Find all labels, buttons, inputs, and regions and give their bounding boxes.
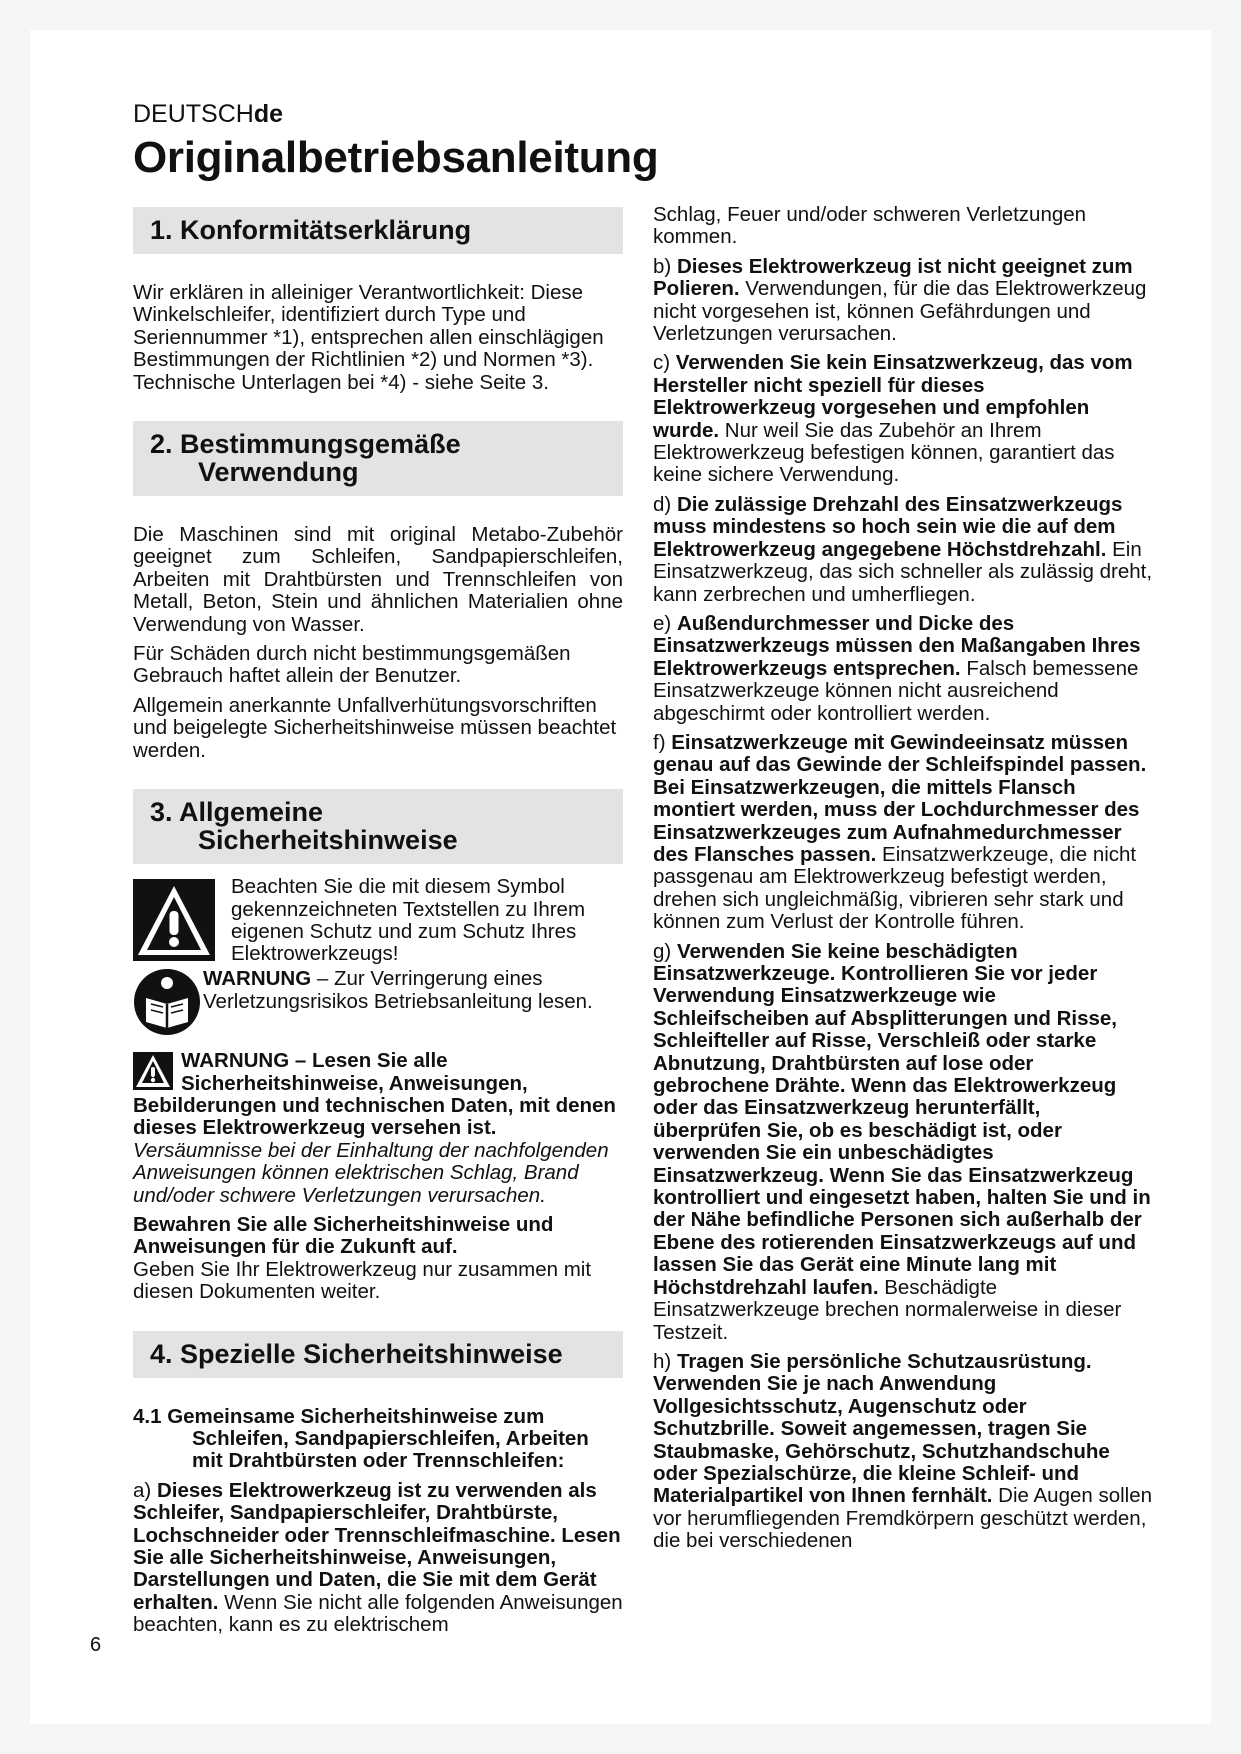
keep-instructions-text: Geben Sie Ihr Elektrowerkzeug nur zusammen mit diesen Dokumenten weiter. — [133, 1257, 592, 1304]
left-column — [133, 207, 623, 1644]
page-title: Originalbetriebsanleitung — [133, 133, 659, 182]
warning-triangle-icon — [133, 879, 215, 961]
subsection-4-1-heading: 4.1 Gemeinsame Sicherheitshinweise zum Schleifen, Sandpapierschleifen, Arbeiten mit Drahtbürsten oder Trennschleifen: — [133, 1404, 589, 1473]
section-3-heading: 3. Allgemeine Sicherheitshinweise — [133, 789, 623, 864]
language-label: DEUTSCHde — [133, 100, 284, 128]
item-f: f) Einsatzwerkzeuge mit Gewindeeinsatz müssen genau auf das Gewinde der Schleifspindel passen. Bei Einsatzwerkzeugen, die mittels Flansch montiert werden, muss der Lochdurchmesser des Einsatzwerkzeuges zum Aufnahmedurchmesser des Flansches passen. Einsatzwerkzeuge, die nicht passgenau am Elektrowerkzeug befestigt werden, drehen sich ungleichmäßig, vibrieren sehr stark und können zum Verlust der Kontrolle führen. — [653, 730, 1147, 934]
manual-warning-block — [133, 968, 623, 1040]
section-4-heading: 4. Spezielle Sicherheitshinweise — [133, 1331, 623, 1378]
section-2-paragraph: Für Schäden durch nicht bestimmungsgemäßen Gebrauch haftet allein der Benutzer. — [133, 642, 571, 688]
section-2-paragraph: Allgemein anerkannte Unfallverhütungsvorschriften und beigelegte Sicherheitshinweise müssen beachtet werden. — [133, 693, 617, 762]
manual-warning-text: WARNUNG – Zur Verringerung eines Verletzungsrisikos Betriebsanleitung lesen. — [203, 967, 593, 1013]
item-c: c) Verwenden Sie kein Einsatzwerkzeug, das vom Hersteller nicht speziell für dieses Elektrowerkzeug vorgesehen und empfohlen wurde. Nur weil Sie das Zubehör an Ihrem Elektrowerkzeug befestigen können, garantiert das keine sichere Verwendung. — [653, 351, 1133, 487]
item-a-continued: Schlag, Feuer und/oder schweren Verletzungen kommen. — [653, 203, 1087, 249]
general-warning-block — [133, 1050, 623, 1207]
read-manual-icon — [133, 968, 201, 1036]
item-g: g) Verwenden Sie keine beschädigten Einsatzwerkzeuge. Kontrollieren Sie vor jeder Verwendung Einsatzwerkzeuge wie Schleifscheiben auf Absplitterungen und Risse, Schleifteller auf Risse, Verschleiß oder starke Abnutzung, Drahtbürsten auf lose oder gebrochene Drähte. Wenn das Elektrowerkzeug oder das Einsatzwerkzeug herunterfällt, überprüfen Sie, ob es beschädigt ist, oder verwenden Sie ein unbeschädigtes Einsatzwerkzeug. Wenn Sie das Einsatzwerkzeug kontrolliert und eingesetzt haben, halten Sie und in der Nähe befindliche Personen sich außerhalb der Ebene des rotierenden Einsatzwerkzeugs auf und lassen Sie das Gerät eine Minute lang mit Höchstdrehzahl laufen. Beschädigte Einsatzwerkzeuge brechen normalerweise in dieser Testzeit. — [653, 939, 1151, 1344]
page-number: 6 — [90, 1634, 102, 1656]
symbol-note-block — [133, 876, 623, 964]
right-column — [653, 204, 1153, 1560]
item-a: a) Dieses Elektrowerkzeug ist zu verwenden als Schleifer, Sandpapierschleifer, Drahtbürste, Lochschneider oder Trennschleifmaschine. Lesen Sie alle Sicherheitshinweise, Anweisungen, Darstellungen und Daten, die Sie mit dem Gerät erhalten. Wenn Sie nicht alle folgenden Anweisungen beachten, kann es zu elektrischem — [133, 1478, 623, 1637]
section-1-body: Wir erklären in alleiniger Verantwortlichkeit: Diese Winkelschleifer, identifiziert durch Type und Seriennummer *1), entsprechen allen einschlägigen Bestimmungen der Richtlinien *2) und Normen *3). Technische Unterlagen bei *4) - siehe Seite 3. — [133, 281, 604, 394]
section-2-paragraph: Die Maschinen sind mit original Metabo-Zubehör geeignet zum Schleifen, Sandpapierschleifen, Arbeiten mit Drahtbürsten und Trennschleifen von Metall, Beton, Stein und ähnlichen Materialien ohne Verwendung von Wasser. — [133, 523, 623, 636]
warning-triangle-icon — [133, 1052, 173, 1090]
item-d: d) Die zulässige Drehzahl des Einsatzwerkzeugs muss mindestens so hoch sein wie die auf dem Elektrowerkzeug angegebene Höchstdrehzahl. Ein Einsatzwerkzeug, das sich schneller als zulässig dreht, kann zerbrechen und umherfliegen. — [653, 492, 1153, 606]
keep-instructions-bold: Bewahren Sie alle Sicherheitshinweise und Anweisungen für die Zukunft auf. — [133, 1212, 554, 1259]
general-warning-bold: WARNUNG – Lesen Sie alle Sicherheitshinweise, Anweisungen, Bebilderungen und technischen Daten, mit denen dieses Elektrowerkzeug versehen ist. — [133, 1049, 616, 1140]
section-1-heading: 1. Konformitätserklärung — [133, 207, 623, 254]
symbol-note-text: Beachten Sie die mit diesem Symbol gekennzeichneten Textstellen zu Ihrem eigenen Schutz und zum Schutz Ihres Elektrowerkzeugs! — [231, 875, 586, 966]
item-h: h) Tragen Sie persönliche Schutzausrüstung. Verwenden Sie je nach Anwendung Vollgesichtsschutz, Augenschutz oder Schutzbrille. Soweit angemessen, tragen Sie Staubmaske, Gehörschutz, Schutzhandschuhe oder Spezialschürze, die kleine Schleif- und Materialpartikel von Ihnen fernhält. Die Augen sollen vor herumfliegenden Fremdkörpern geschützt werden, die bei verschiedenen — [653, 1349, 1153, 1553]
general-warning-italic: Versäumnisse bei der Einhaltung der nachfolgenden Anweisungen können elektrischen Schlag, Brand und/oder schwere Verletzungen verursachen. — [133, 1138, 609, 1207]
item-e: e) Außendurchmesser und Dicke des Einsatzwerkzeugs müssen den Maßangaben Ihres Elektrowerkzeugs entsprechen. Falsch bemessene Einsatzwerkzeuge können nicht ausreichend abgeschirmt oder kontrolliert werden. — [653, 611, 1141, 725]
section-2-heading: 2. Bestimmungsgemäße Verwendung — [133, 421, 623, 496]
item-b: b) Dieses Elektrowerkzeug ist nicht geeignet zum Polieren. Verwendungen, für die das Elektrowerkzeug nicht vorgesehen ist, können Gefährdungen und Verletzungen verursachen. — [653, 254, 1147, 346]
